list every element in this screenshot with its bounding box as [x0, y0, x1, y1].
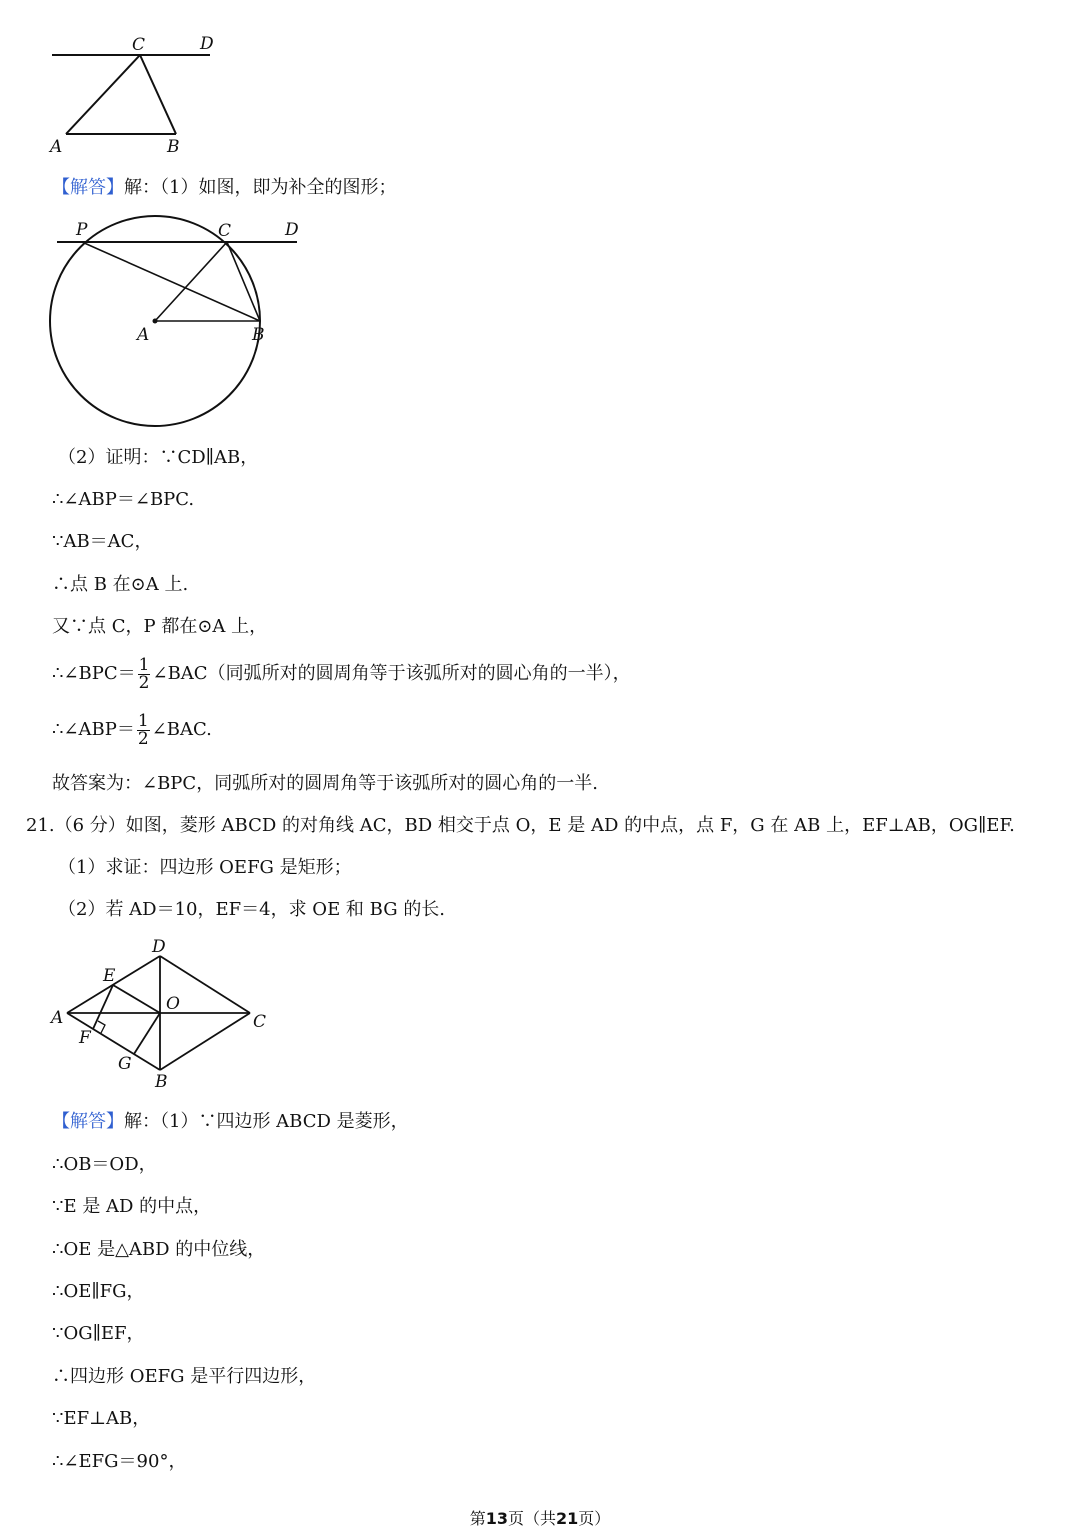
question-21-stem: 21.（6 分）如图，菱形 ABCD 的对角线 AC，BD 相交于点 O，E 是 AD 的中点，点 F，G 在 AB 上，EF⊥AB，OG∥EF.	[26, 815, 1015, 836]
proof2-line-1: ∴OB＝OD，	[52, 1154, 157, 1175]
question-21-part-2: （2）若 AD＝10，EF＝4，求 OE 和 BG 的长.	[58, 899, 446, 920]
label-c: C	[132, 35, 146, 55]
figure-triangle	[40, 30, 260, 155]
label-g: G	[118, 1054, 132, 1074]
proof-line-5: 又∵点 C，P 都在⊙A 上，	[52, 616, 268, 637]
label-f: F	[79, 1028, 91, 1048]
proof-line-3: ∵AB＝AC，	[52, 531, 153, 552]
proof-line-2: ∴∠ABP＝∠BPC.	[52, 489, 195, 510]
label-o: O	[166, 994, 180, 1014]
fraction-half: $\frac{1}{2}$	[137, 710, 149, 749]
proof2-line-2: ∵E 是 AD 的中点，	[52, 1196, 212, 1217]
solution-1-intro: 【解答】解：（1）如图，即为补全的图形；	[52, 177, 397, 198]
label-b: B	[252, 325, 265, 345]
proof-line-4: ∴点 B 在⊙A 上.	[52, 574, 189, 595]
label-b: B	[155, 1072, 168, 1092]
final-answer: 故答案为：∠BPC，同弧所对的圆周角等于该弧所对的圆心角的一半.	[52, 773, 598, 794]
label-a: A	[51, 1008, 64, 1028]
question-21-part-1: （1）求证：四边形 OEFG 是矩形；	[58, 857, 352, 878]
label-a: A	[137, 325, 150, 345]
label-d: D	[200, 34, 214, 54]
label-a: A	[50, 137, 63, 157]
label-b: B	[167, 137, 180, 157]
proof2-line-6: ∴四边形 OEFG 是平行四边形，	[52, 1366, 317, 1387]
proof2-line-8: ∴∠EFG＝90°，	[52, 1451, 187, 1472]
solution-2-intro: 【解答】解：（1）∵四边形 ABCD 是菱形，	[52, 1111, 409, 1132]
fraction-half: $\frac{1}{2}$	[138, 654, 150, 693]
proof-line-1: （2）证明：∵CD∥AB，	[58, 447, 259, 468]
proof2-line-5: ∵OG∥EF，	[52, 1323, 145, 1344]
proof-line-7: ∴∠ABP＝ $\frac{1}{2}$ ∠BAC.	[52, 710, 212, 749]
proof-line-6: ∴∠BPC＝ $\frac{1}{2}$ ∠BAC（同弧所对的圆周角等于该弧所对的圆心角的一半），	[52, 654, 631, 693]
proof2-line-4: ∴OE∥FG，	[52, 1281, 145, 1302]
label-e: E	[103, 966, 116, 986]
page-footer: 第13页（共21页）	[469, 1509, 611, 1528]
proof2-line-7: ∵EF⊥AB，	[52, 1408, 151, 1429]
figure-rhombus	[45, 937, 285, 1092]
label-p: P	[76, 220, 88, 240]
figure-circle	[40, 212, 310, 432]
label-c: C	[253, 1012, 267, 1032]
proof2-line-3: ∴OE 是△ABD 的中位线，	[52, 1239, 266, 1260]
label-c: C	[218, 221, 232, 241]
answer-tag: 【解答】	[52, 177, 124, 198]
label-d: D	[152, 937, 166, 957]
answer-tag: 【解答】	[52, 1111, 124, 1132]
label-d: D	[285, 220, 299, 240]
